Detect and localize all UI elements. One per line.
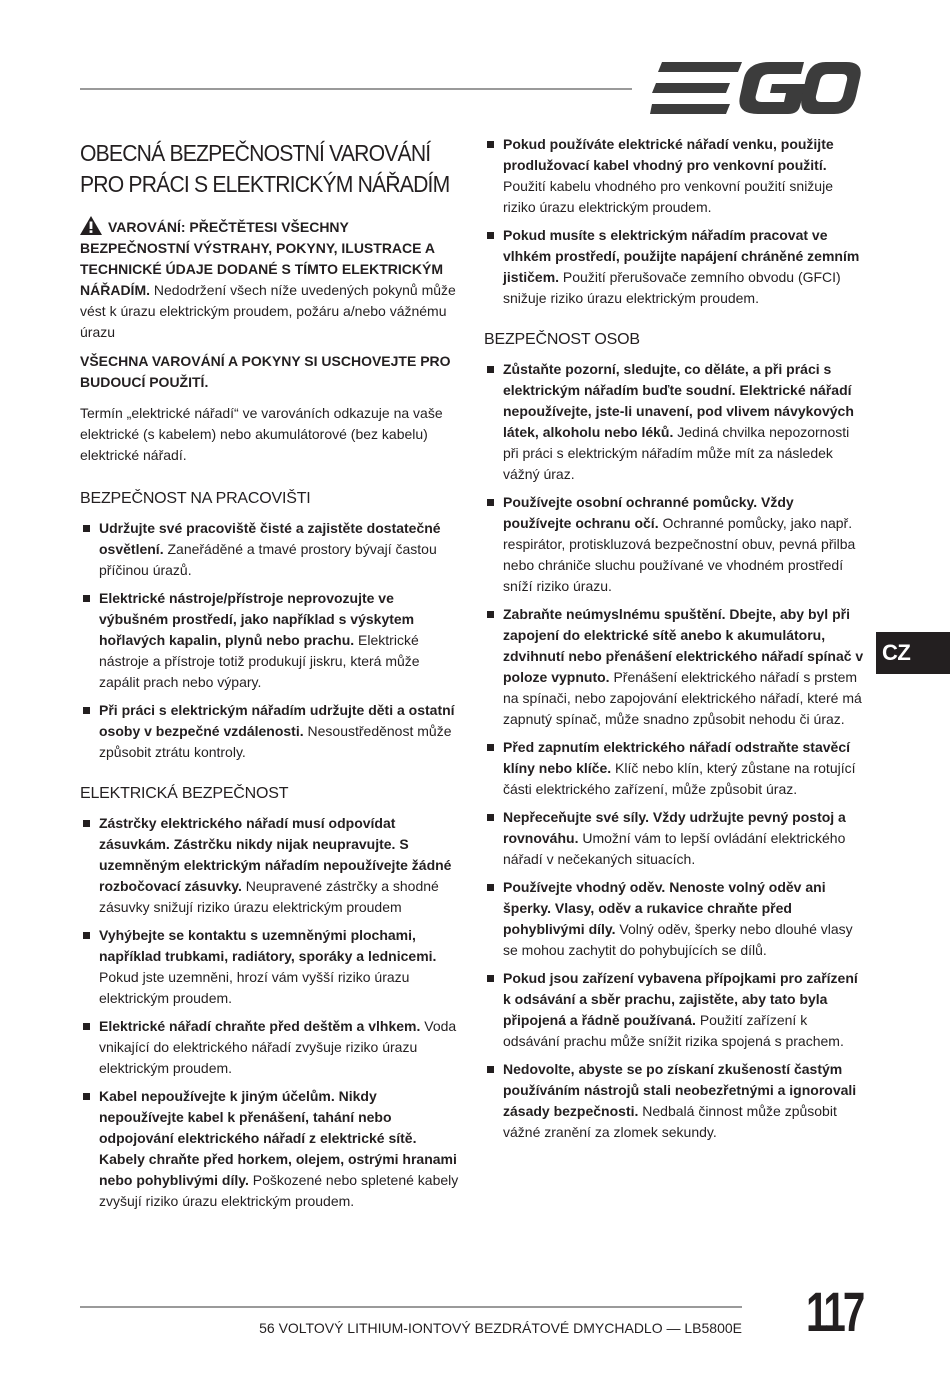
list-item (484, 359, 866, 485)
list-item (484, 134, 866, 218)
item-bold: Udržujte své pracoviště čisté a zajistěte dostatečné osvětlení. (99, 520, 441, 557)
item-text: Jediná chvilka nepozornosti při práci s elektrickým nářadím může mít za následek vážný úraz. (503, 424, 850, 482)
bullet-square-icon (487, 1066, 494, 1073)
item-bold: Zabraňte neúmyslnému spuštění. Dbejte, aby byl při zapojení do elektrické sítě anebo k akumulátoru, zdvihnutí nebo přenášení elektrického nářadí spínač v poloze vypnuto. (503, 606, 864, 685)
list-item (80, 588, 462, 693)
item-text: Voda vnikající do elektrického nářadí zvyšuje riziko úrazu elektrickým proudem. (99, 1018, 457, 1076)
item-bold: Elektrické nástroje/přístroje neprovozujte ve výbušném prostředí, jako například s výskytem hořlavých kapalin, plynů nebo prachu. (99, 590, 415, 648)
bullet-square-icon (487, 744, 494, 751)
item-text: Použití kabelu vhodného pro venkovní použití snižuje riziko úrazu elektrickým proudem. (503, 178, 833, 215)
list-item (80, 813, 462, 918)
bullet-square-icon (83, 595, 90, 602)
item-text: Použití zařízení k odsávání prachu může snížit rizika spojená s prachem. (503, 1012, 844, 1049)
item-bold: Pokud musíte s elektrickým nářadím pracovat ve vlhkém prostředí, použijte napájení chráněné zemním jističem. (503, 227, 860, 285)
electrical-list (80, 813, 462, 1212)
footer-rule (80, 1306, 742, 1308)
language-tab (876, 632, 950, 674)
item-text: Umožní vám to lepší ovládání elektrického nářadí v nečekaných situacích. (503, 830, 846, 867)
list-item (484, 877, 866, 961)
warning-triangle-icon (80, 216, 102, 235)
item-text: Použití přerušovače zemního obvodu (GFCI) snižuje riziko úrazu elektrickým proudem. (503, 269, 841, 306)
bullet-square-icon (83, 820, 90, 827)
item-bold: Kabel nepoužívejte k jiným účelům. Nikdy nepoužívejte kabel k přenášení, tahání nebo odpojování elektrického nářadí z elektrické sítě. Kabely chraňte před horkem, olejem, ostrými hranami nebo pohyblivými díly. (99, 1088, 457, 1188)
keep-instructions: VŠECHNA VAROVÁNÍ A POKYNY SI USCHOVEJTE PRO BUDOUCÍ POUŽITÍ. (80, 353, 451, 390)
item-bold: Vyhýbejte se kontaktu s uzemněnými plochami, například trubkami, radiátory, sporáky a lednicemi. (99, 927, 437, 964)
language-tab-label: CZ (882, 640, 911, 665)
item-bold: Před zapnutím elektrického nářadí odstraňte stavěcí klíny nebo klíče. (503, 739, 851, 776)
footer-product-title: 56 VOLTOVÝ LITHIUM-IONTOVÝ BEZDRÁTOVÉ DMYCHADLO — LB5800E (259, 1320, 742, 1336)
item-text: Neupravené zástrčky a shodné zásuvky snižují riziko úrazu elektrickým proudem (99, 878, 439, 915)
outdoor-list (484, 134, 866, 309)
item-bold: Pokud jsou zařízení vybavena přípojkami pro zařízení k odsávání a sběr prachu, zajistěte, aby tato byla připojená a řádně používaná. (503, 970, 858, 1028)
item-bold: Používejte osobní ochranné pomůcky. Vždy používejte ochranu očí. (503, 494, 794, 531)
bullet-square-icon (487, 814, 494, 821)
list-item (484, 807, 866, 870)
bullet-square-icon (83, 1023, 90, 1030)
list-item (484, 968, 866, 1052)
item-bold: Při práci s elektrickým nářadím udržujte děti a ostatní osoby v bezpečné vzdálenosti. (99, 702, 455, 739)
item-bold: Nepřeceňujte své síly. Vždy udržujte pevný postoj a rovnováhu. (503, 809, 846, 846)
bullet-square-icon (487, 141, 494, 148)
item-text: Nesoustředěnost může způsobit ztrátu kontroly. (99, 723, 452, 760)
item-bold: Elektrické nářadí chraňte před deštěm a vlhkem. (99, 1018, 421, 1034)
page-title: OBECNÁ BEZPEČNOSTNÍ VAROVÁNÍ PRO PRÁCI S ELEKTRICKÝM NÁŘADÍM (80, 140, 450, 197)
item-text: Klíč nebo klín, který zůstane na rotující části elektrického zařízení, může způsobit úraz. (503, 760, 856, 797)
item-text: Pokud jste uzemněni, hrozí vám vyšší riziko úrazu elektrickým proudem. (99, 969, 410, 1006)
heading-electrical-safety: ELEKTRICKÁ BEZPEČNOST (80, 785, 289, 802)
list-item (484, 225, 866, 309)
bullet-square-icon (83, 525, 90, 532)
personal-list (484, 359, 866, 1143)
bullet-square-icon (487, 366, 494, 373)
warning-text: Nedodržení všech níže uvedených pokynů může vést k úrazu elektrickým proudem, požáru a/nebo vážnému úrazu (80, 282, 456, 340)
bullet-square-icon (487, 232, 494, 239)
header-rule (80, 88, 632, 90)
bullet-square-icon (83, 932, 90, 939)
bullet-square-icon (83, 1093, 90, 1100)
list-item (80, 700, 462, 763)
bullet-square-icon (487, 499, 494, 506)
ego-logo (650, 62, 862, 114)
term-definition: Termín „elektrické nářadí“ ve varováních odkazuje na vaše elektrické (s kabelem) nebo akumulátorové (bez kabelu) elektrické nářadí. (80, 405, 443, 463)
list-item (484, 737, 866, 800)
item-text: Nedbalá činnost může způsobit vážné zranění za zlomek sekundy. (503, 1103, 837, 1140)
list-item (484, 604, 866, 730)
list-item (80, 1016, 462, 1079)
bullet-square-icon (487, 611, 494, 618)
item-bold: Nedovolte, abyste se po získaní zkušeností častým používáním nástrojů stali neobezřetnými a ignorovali zásady bezpečnosti. (503, 1061, 857, 1119)
item-bold: Pokud používáte elektrické nářadí venku, použijte prodlužovací kabel vhodný pro venkovní použití. (503, 136, 834, 173)
warning-bold: VAROVÁNÍ: PŘEČTĚTESI VŠECHNY BEZPEČNOSTNÍ VÝSTRAHY, POKYNY, ILUSTRACE A TECHNICKÉ ÚDAJE DODANÉ S TÍMTO ELEKTRICKÝM NÁŘADÍM. (80, 219, 443, 298)
bullet-square-icon (487, 975, 494, 982)
item-bold: Používejte vhodný oděv. Nenoste volný oděv ani šperky. Vlasy, oděv a rukavice chraňte před pohyblivými díly. (503, 879, 826, 937)
item-bold: Zástrčky elektrického nářadí musí odpovídat zásuvkám. Zástrčku nikdy nijak neupravujte. S uzemněným elektrickým nářadím nepoužívejte žádné rozbočovací zásuvky. (99, 815, 452, 894)
warning-paragraph (80, 216, 462, 343)
list-item (80, 518, 462, 581)
item-text: Elektrické nástroje a přístroje totiž produkují jiskru, která může zapálit prach nebo výpary. (99, 632, 420, 690)
workplace-list (80, 518, 462, 763)
left-column (80, 134, 462, 1232)
item-text: Ochranné pomůcky, jako např. respirátor, protiskluzová bezpečnostní obuv, pevná přilba nebo chrániče sluchu používané ve vhodném prostředí sníží riziko úrazu. (503, 515, 856, 594)
item-text: Volný oděv, šperky nebo dlouhé vlasy se mohou zachytit do pohybujících se dílů. (503, 921, 853, 958)
item-bold: Zůstaňte pozorní, sledujte, co děláte, a při práci s elektrickým nářadím buďte soudní. Elektrické nářadí nepoužívejte, jste-li unavení, pod vlivem návykových látek, alkoholu nebo léků. (503, 361, 854, 440)
heading-personal-safety: BEZPEČNOST OSOB (484, 331, 640, 348)
list-item (484, 492, 866, 597)
page-number: 117 (806, 1280, 863, 1343)
item-text: Přenášení elektrického nářadí s prstem na spínači, nebo zapojování elektrického nářadí, které má zapnutý spínač, může snadno způsobit nehodu či úraz. (503, 669, 862, 727)
bullet-square-icon (83, 707, 90, 714)
heading-workplace-safety: BEZPEČNOST NA PRACOVIŠTI (80, 490, 311, 507)
bullet-square-icon (487, 884, 494, 891)
right-column (484, 134, 866, 1163)
list-item (80, 1086, 462, 1212)
item-text: Zaneřáděné a tmavé prostory bývají častou příčinou úrazů. (99, 541, 437, 578)
list-item (484, 1059, 866, 1143)
list-item (80, 925, 462, 1009)
item-text: Poškozené nebo spletené kabely zvyšují riziko úrazu elektrickým proudem. (99, 1172, 459, 1209)
